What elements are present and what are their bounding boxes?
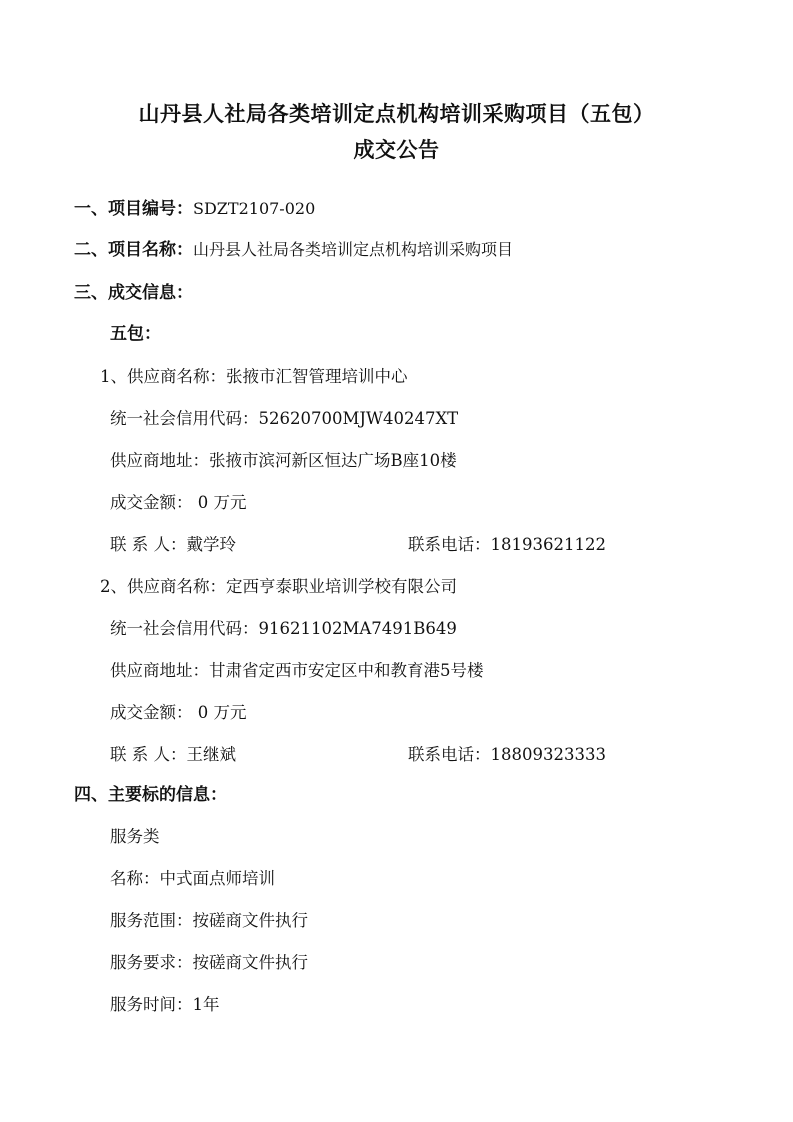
deal-info-heading: 三、成交信息： xyxy=(74,283,193,303)
supplier-2-contact: 联 系 人：王继斌 xyxy=(110,745,236,764)
main-subject-heading: 四、主要标的信息： xyxy=(74,785,227,805)
project-number-label: 一、项目编号： xyxy=(74,199,193,219)
supplier-1-amount: 成交金额： 0 万元 xyxy=(110,493,247,512)
project-name-value: 山丹县人社局各类培训定点机构培训采购项目 xyxy=(193,240,514,259)
service-category: 服务类 xyxy=(110,827,160,846)
page-subtitle: 成交公告 xyxy=(353,138,440,162)
supplier-1-address: 供应商地址：张掖市滨河新区恒达广场B座10楼 xyxy=(110,451,457,470)
supplier-2-phone: 联系电话：18809323333 xyxy=(408,745,606,764)
page-title: 山丹县人社局各类培训定点机构培训采购项目（五包） xyxy=(138,102,655,126)
service-time: 服务时间：1年 xyxy=(110,995,220,1014)
supplier-1-contact: 联 系 人：戴学玲 xyxy=(110,535,236,554)
project-number-value: SDZT2107-020 xyxy=(193,199,316,218)
supplier-2-amount: 成交金额： 0 万元 xyxy=(110,703,247,722)
service-requirement: 服务要求：按磋商文件执行 xyxy=(110,953,308,972)
supplier-2-credit-code: 统一社会信用代码：91621102MA7491B649 xyxy=(110,619,457,638)
package-label: 五包： xyxy=(110,324,161,344)
supplier-1-name: 1、供应商名称：张掖市汇智管理培训中心 xyxy=(100,367,408,386)
supplier-2-name: 2、供应商名称：定西亨泰职业培训学校有限公司 xyxy=(100,577,457,596)
supplier-1-credit-code: 统一社会信用代码：52620700MJW40247XT xyxy=(110,409,459,428)
service-scope: 服务范围：按磋商文件执行 xyxy=(110,911,308,930)
project-number-row xyxy=(74,198,315,220)
supplier-1-phone: 联系电话：18193621122 xyxy=(408,535,606,554)
project-name-row xyxy=(74,239,513,261)
supplier-2-address: 供应商地址：甘肃省定西市安定区中和教育港5号楼 xyxy=(110,661,484,680)
project-name-label: 二、项目名称： xyxy=(74,240,193,260)
service-name: 名称：中式面点师培训 xyxy=(110,869,275,888)
